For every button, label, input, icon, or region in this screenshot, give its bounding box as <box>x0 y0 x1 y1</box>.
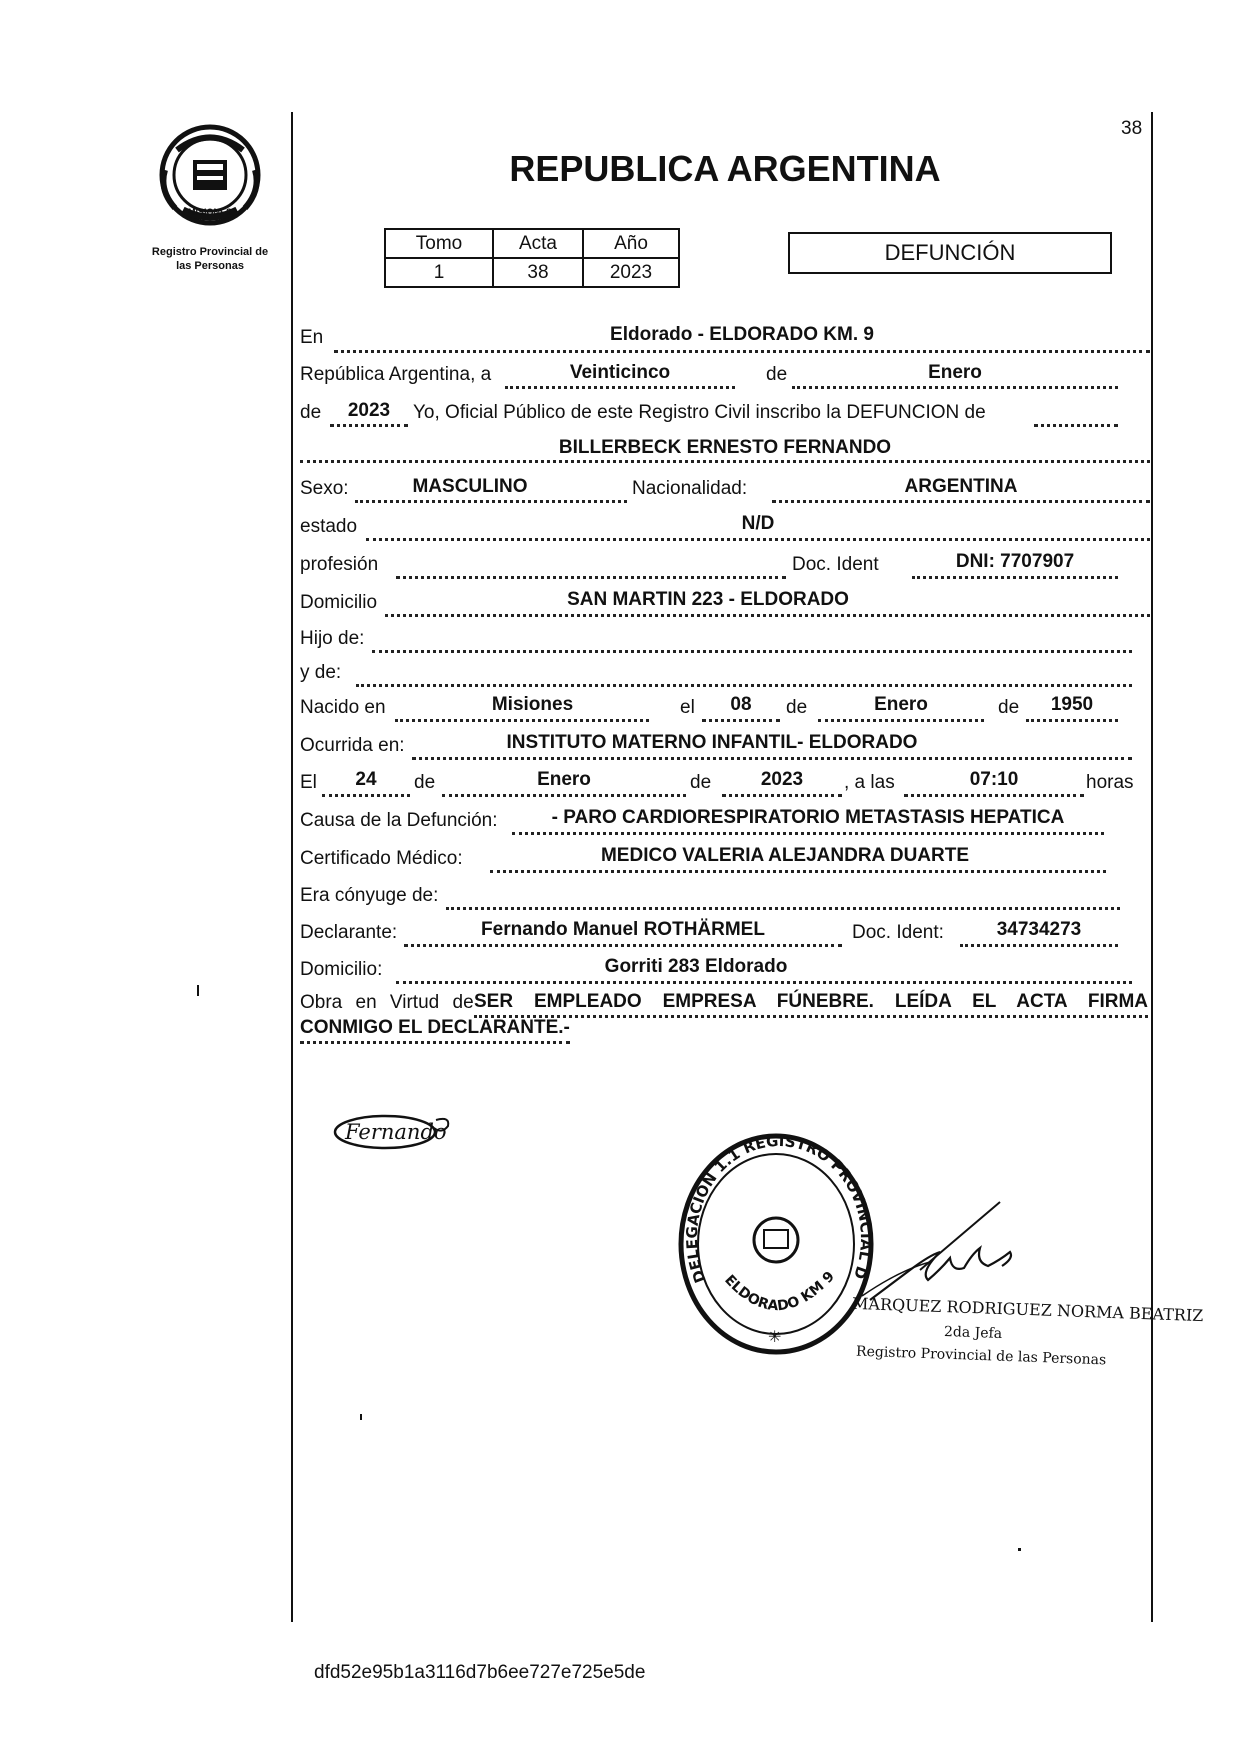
en-label: En <box>300 327 324 348</box>
birth-year-value: 1950 <box>1050 694 1094 715</box>
conyuge-line <box>446 907 1120 910</box>
svg-text:ELDORADO KM 9: ELDORADO KM 9 <box>721 1268 838 1315</box>
profesion-line <box>396 576 786 579</box>
nacionalidad-line <box>772 500 1150 503</box>
page-number: 38 <box>1121 118 1143 139</box>
death-year-value: 2023 <box>760 769 804 790</box>
registry-name <box>130 245 290 273</box>
birth-month-value: Enero <box>874 694 928 715</box>
certificado-line <box>490 870 1106 873</box>
alas-label: , a las <box>844 772 895 793</box>
act-type-label: DEFUNCIÓN <box>884 240 1016 265</box>
table-header-tomo: Tomo <box>385 229 493 258</box>
certificado-value: MEDICO VALERIA ALEJANDRA DUARTE <box>600 845 970 866</box>
de2-label: de <box>300 402 322 423</box>
death-time-value: 07:10 <box>969 769 1019 790</box>
de-label: de <box>766 364 788 385</box>
declarante-label: Declarante: <box>300 922 398 943</box>
act-type-box <box>788 232 1112 274</box>
certificado-label: Certificado Médico: <box>300 848 463 869</box>
record-reference-table <box>384 228 680 288</box>
birth-day-value: 08 <box>730 694 752 715</box>
nacionalidad-value: ARGENTINA <box>904 476 1018 497</box>
conyuge-label: Era cónyuge de: <box>300 885 439 906</box>
page-title: REPUBLICA ARGENTINA <box>509 148 941 189</box>
doc-label: Doc. Ident <box>792 554 879 575</box>
de6-label: de <box>690 772 712 793</box>
profesion-label: profesión <box>300 554 379 575</box>
death-day-line <box>322 794 410 797</box>
sexo-line <box>355 500 627 503</box>
en-line <box>334 350 1150 353</box>
republica-label: República Argentina, a <box>300 364 492 385</box>
official-org: Registro Provincial de las Personas <box>855 1343 1107 1369</box>
table-header-acta: Acta <box>493 229 583 258</box>
right-margin-line <box>1151 112 1153 1622</box>
nacionalidad-label: Nacionalidad: <box>632 478 748 499</box>
death-year-line <box>722 794 842 797</box>
yo-trailing-line <box>1034 424 1118 427</box>
official-name: MARQUEZ RODRIGUEZ NORMA BEATRIZ <box>851 1293 1204 1326</box>
table-header-ano: Año <box>583 229 679 258</box>
document-hash: dfd52e95b1a3116d7b6ee727e725e5de <box>314 1662 646 1683</box>
sexo-label: Sexo: <box>300 478 349 499</box>
domicilio2-line <box>396 981 1132 984</box>
hijo-label: Hijo de: <box>300 628 365 649</box>
el-label: el <box>680 697 695 718</box>
doc-line <box>912 576 1118 579</box>
hijo-line <box>372 650 1132 653</box>
sexo-value: MASCULINO <box>412 476 528 497</box>
stray-mark <box>360 1414 362 1420</box>
deceased-name-line <box>300 460 1150 463</box>
left-margin-line <box>291 112 293 1622</box>
doc2-value: 34734273 <box>996 919 1082 940</box>
birth-year-line <box>1026 719 1118 722</box>
month-value: Enero <box>928 362 982 383</box>
obra-label: Obra en Virtud de <box>300 992 474 1013</box>
estado-label: estado <box>300 516 358 537</box>
horas-label: horas <box>1086 772 1134 793</box>
nacido-label: Nacido en <box>300 697 386 718</box>
domicilio-value: SAN MARTIN 223 - ELDORADO <box>567 589 849 610</box>
table-value-tomo: 1 <box>385 258 493 287</box>
svg-text:Fernando: Fernando <box>345 1120 447 1144</box>
nacido-line <box>395 719 649 722</box>
ocurrida-line <box>412 757 1132 760</box>
de3-label: de <box>786 697 808 718</box>
birth-day-line <box>702 719 780 722</box>
declarante-line <box>404 944 842 947</box>
stray-mark <box>1018 1548 1021 1551</box>
year-line <box>330 424 408 427</box>
month-line <box>792 386 1118 389</box>
year-value: 2023 <box>347 400 391 421</box>
death-month-value: Enero <box>537 769 591 790</box>
domicilio-label: Domicilio <box>300 592 378 613</box>
death-time-line <box>904 794 1084 797</box>
domicilio-line <box>385 614 1150 617</box>
birth-month-line <box>818 719 984 722</box>
obra-value-line2: CONMIGO EL DECLARANTE.- <box>300 1017 570 1044</box>
death-day-value: 24 <box>355 769 377 790</box>
el2-label: El <box>300 772 317 793</box>
yo-text: Yo, Oficial Público de este Registro Civil inscribo la DEFUNCION de <box>413 402 986 423</box>
domicilio2-label: Domicilio: <box>300 959 383 980</box>
estado-line <box>366 538 1150 541</box>
declarante-value: Fernando Manuel ROTHÄRMEL <box>481 919 765 940</box>
official-signature <box>860 1200 1030 1310</box>
doc-value: DNI: 7707907 <box>955 551 1075 572</box>
causa-label: Causa de la Defunción: <box>300 810 498 831</box>
doc2-label: Doc. Ident: <box>852 922 944 943</box>
ocurrida-value: INSTITUTO MATERNO INFANTIL- ELDORADO <box>506 732 918 753</box>
day-words-value: Veinticinco <box>569 362 671 383</box>
registry-name-line2: las Personas <box>176 260 244 272</box>
nacido-value: Misiones <box>491 694 574 715</box>
domicilio2-value: Gorriti 283 Eldorado <box>604 956 788 977</box>
coat-of-arms-caption: MISIONES <box>187 207 232 217</box>
table-value-ano: 2023 <box>583 258 679 287</box>
de5-label: de <box>414 772 436 793</box>
official-stamp <box>676 1130 876 1358</box>
official-role: 2da Jefa <box>943 1323 1003 1343</box>
obra-value-line1: SER EMPLEADO EMPRESA FÚNEBRE. LEÍDA EL ACTA FIRMA <box>474 991 1148 1018</box>
svg-text:DELEGACIÓN 1.1 REGISTRO PROVIN: DELEGACIÓN 1.1 REGISTRO PROVINCIAL D <box>682 1131 876 1286</box>
stray-mark <box>197 985 199 996</box>
deceased-name: BILLERBECK ERNESTO FERNANDO <box>558 437 892 458</box>
yde-line <box>356 684 1132 687</box>
en-value: Eldorado - ELDORADO KM. 9 <box>610 324 874 345</box>
death-month-line <box>442 794 686 797</box>
yde-label: y de: <box>300 662 342 683</box>
declarant-signature <box>330 1108 458 1154</box>
registry-name-line1: Registro Provincial de <box>151 246 269 258</box>
table-value-acta: 38 <box>493 258 583 287</box>
estado-value: N/D <box>741 513 775 534</box>
causa-line <box>512 832 1104 835</box>
day-words-line <box>505 386 735 389</box>
de4-label: de <box>998 697 1020 718</box>
doc2-line <box>960 944 1118 947</box>
svg-text:✳: ✳ <box>768 1327 782 1346</box>
causa-value: - PARO CARDIORESPIRATORIO METASTASIS HEPATICA <box>551 807 1065 828</box>
ocurrida-label: Ocurrida en: <box>300 735 405 756</box>
